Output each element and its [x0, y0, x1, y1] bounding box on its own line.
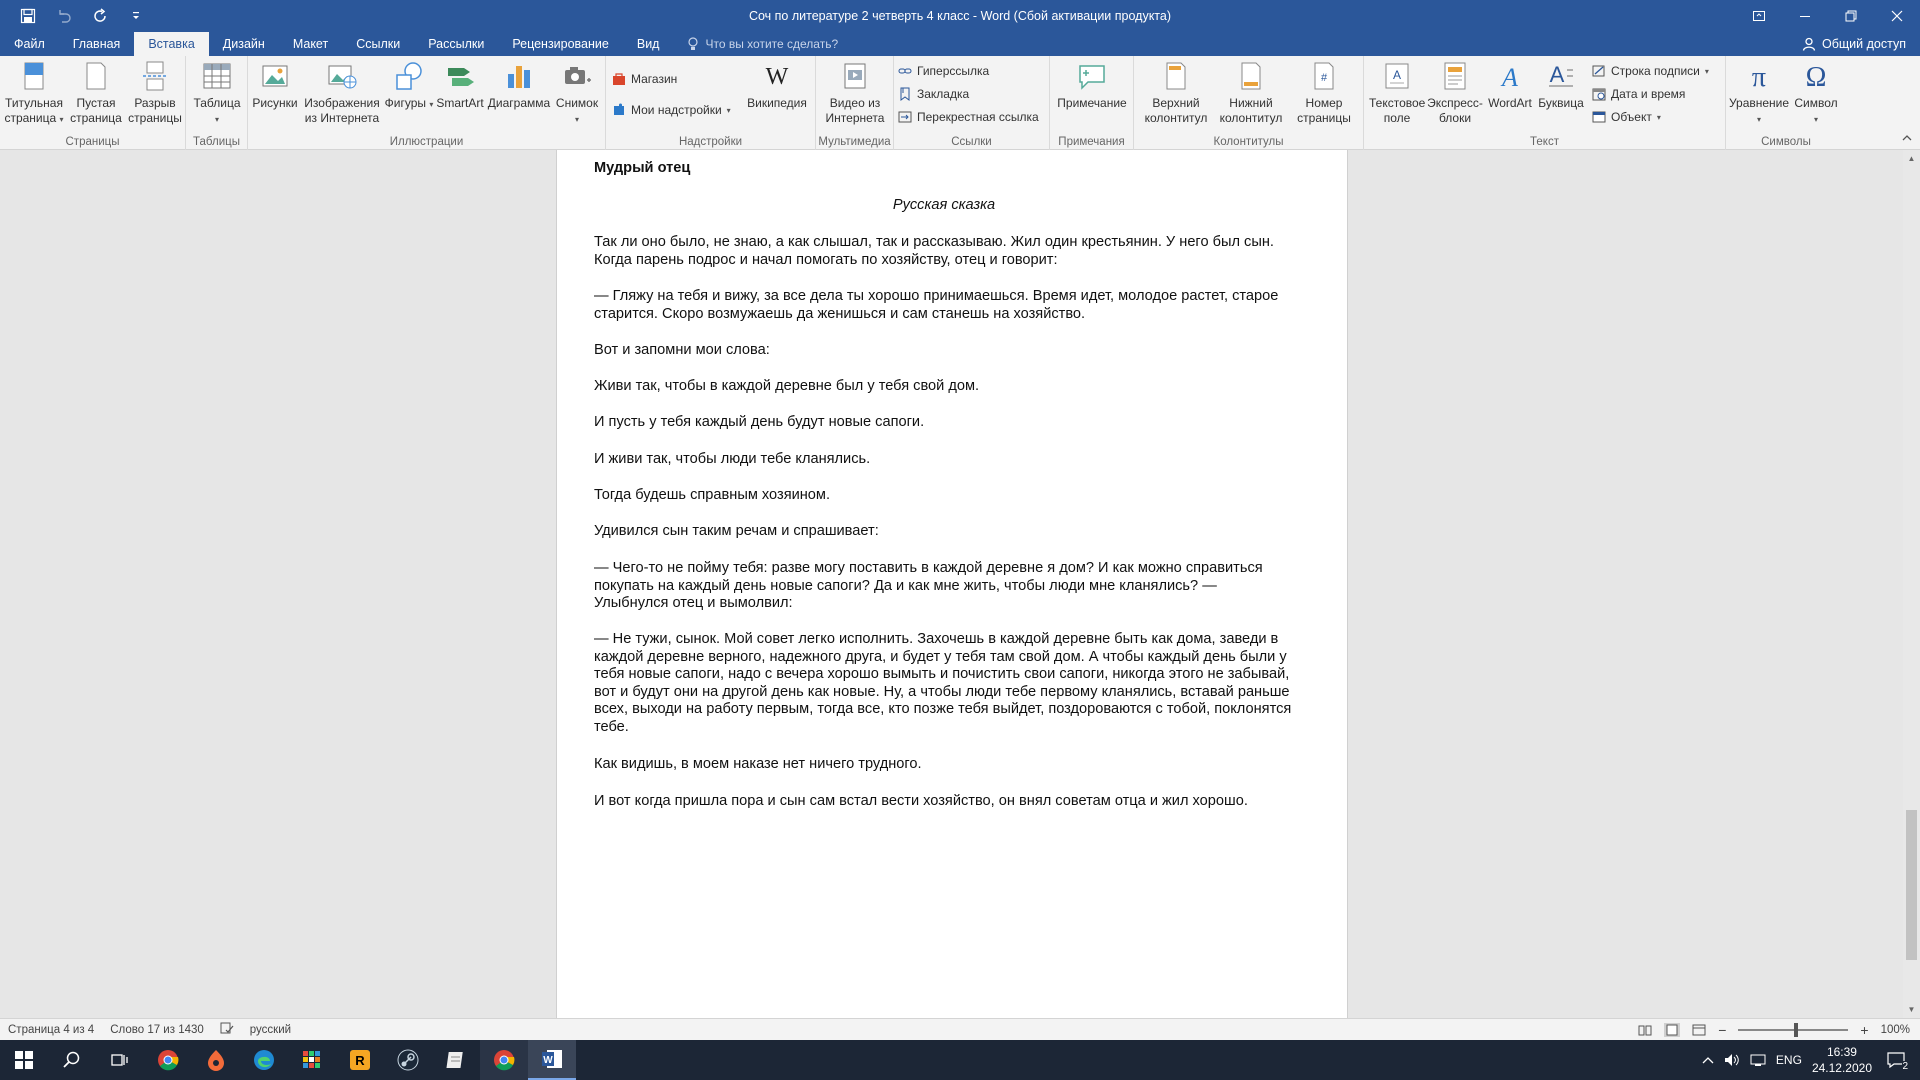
- chrome-icon: [157, 1049, 179, 1071]
- ribbon-tabs: [0, 32, 1920, 56]
- story-subtitle: Русская сказка: [892, 197, 996, 213]
- shapes-icon: [393, 60, 425, 92]
- header-label: Верхний колонтитул: [1144, 96, 1208, 125]
- paragraph: — Гляжу на тебя и вижу, за все дела ты хорошо принимаешься. Время идет, молодое растет, старое старится. Скоро возмужаешь да женишься и сам станешь на хозяйство.: [594, 288, 1279, 322]
- volume-icon[interactable]: [1724, 1053, 1740, 1067]
- window-controls: [1736, 0, 1920, 32]
- online-pictures-label: Изображения из Интернета: [304, 96, 380, 125]
- chevron-up-icon[interactable]: [1702, 1056, 1714, 1064]
- online-pictures-button[interactable]: [302, 60, 382, 126]
- taskbar-app-rockstar[interactable]: [336, 1040, 384, 1080]
- footer-label: Нижний колонтитул: [1219, 96, 1283, 125]
- group-media: [816, 56, 894, 150]
- tab-view[interactable]: Вид: [636, 37, 660, 51]
- wordart-button[interactable]: [1484, 60, 1536, 111]
- taskbar-app-cube[interactable]: [288, 1040, 336, 1080]
- web-layout-icon[interactable]: [1692, 1024, 1706, 1036]
- status-right: [1638, 1019, 1910, 1041]
- tab-design[interactable]: Дизайн: [222, 37, 265, 51]
- repeat-icon: [92, 8, 108, 24]
- hyperlink-label: Гиперссылка: [917, 64, 990, 78]
- document-area: [0, 150, 1920, 1018]
- date-time-label: Дата и время: [1611, 87, 1686, 101]
- group-addins: [606, 56, 816, 150]
- my-addins-button[interactable]: Мои надстройки ▾: [612, 100, 731, 120]
- wordart-icon: [1494, 60, 1526, 92]
- svg-text:π: π: [1751, 62, 1767, 92]
- signature-icon: [1592, 64, 1606, 78]
- paragraph: Удивился сын таким речам и спрашивает:: [594, 523, 879, 539]
- store-button[interactable]: [612, 69, 677, 89]
- paragraph: Живи так, чтобы в каждой деревне был у тебя свой дом.: [594, 378, 980, 394]
- paragraph: Вот и запомни мои слова:: [594, 342, 770, 358]
- textbox-label: Текстовое поле: [1369, 96, 1426, 125]
- cover-page-label: Титульная страница: [4, 96, 63, 125]
- group-header-footer-label: Колонтитулы: [1213, 136, 1284, 148]
- online-picture-icon: [326, 60, 358, 92]
- smartart-label: SmartArt: [436, 96, 484, 110]
- scroll-thumb[interactable]: [1906, 810, 1917, 960]
- paragraph: — Чего-то не пойму тебя: разве могу поставить в каждой деревне я дом? И как можно справиться покупать на каждый день новые сапоги? Да и как мне жить, чтобы люди мне кланялись? — Улыбнулся отец и вымолвил:: [594, 560, 1263, 611]
- taskbar-app-chrome-2[interactable]: [480, 1040, 528, 1080]
- vertical-scrollbar[interactable]: [1903, 150, 1920, 1018]
- video-icon: [839, 60, 871, 92]
- online-video-button[interactable]: [820, 60, 890, 126]
- rockstar-icon: [349, 1049, 371, 1071]
- start-button[interactable]: [0, 1040, 48, 1080]
- cube-icon: [302, 1050, 322, 1070]
- input-language[interactable]: ENG: [1775, 1053, 1802, 1067]
- search-icon: [63, 1051, 81, 1069]
- wikipedia-icon: [761, 60, 793, 92]
- story-title: Мудрый отец: [594, 160, 691, 176]
- omega-icon: [1800, 60, 1832, 92]
- group-comments-label: Примечания: [1058, 136, 1125, 148]
- taskbar-app-edge[interactable]: [240, 1040, 288, 1080]
- word-icon: [541, 1048, 563, 1070]
- taskbar-app-steam[interactable]: [384, 1040, 432, 1080]
- read-mode-icon[interactable]: [1638, 1024, 1652, 1036]
- paragraph: И живи так, чтобы люди тебе кланялись.: [594, 451, 871, 467]
- shapes-button[interactable]: Фигуры ▾: [384, 60, 434, 112]
- group-comments: [1050, 56, 1134, 150]
- close-button[interactable]: [1874, 0, 1920, 32]
- cross-reference-icon: [898, 110, 912, 124]
- task-view-button[interactable]: [96, 1040, 144, 1080]
- link-icon: [898, 64, 912, 78]
- svg-text:R: R: [355, 1053, 365, 1068]
- paragraph: — Не тужи, сынок. Мой совет легко исполнить. Захочешь в каждой деревне быть как дома, заведи в каждой деревне верного, надежного друга, и будет у тебя там свой дом. А чтобы каждый день были у тебя новые сапоги, надо с вечера хорошо вымыть и почистить свои сапоги, никогда этого не забывай, вот и будут они на другой день как новые. Ну, а чтобы люди тебе первому кланялись, вставай раньше всех, выходи на работу первым, тогда все, кто позже тебя выйдет, поздороваются с тобой, поклонятся тебе.: [594, 631, 1292, 735]
- steam-icon: [397, 1049, 419, 1071]
- footer-icon: [1235, 60, 1267, 92]
- chevron-down-icon: [128, 8, 144, 24]
- group-links-label: Ссылки: [951, 136, 992, 148]
- network-icon[interactable]: [1750, 1053, 1766, 1067]
- quick-parts-button[interactable]: [1426, 60, 1484, 126]
- share-label: Общий доступ: [1822, 37, 1906, 51]
- word-count[interactable]: Слово 17 из 1430: [110, 1023, 204, 1036]
- object-label: Объект: [1611, 110, 1652, 124]
- tell-me-placeholder: Что вы хотите сделать?: [705, 37, 839, 51]
- smartart-button[interactable]: [434, 60, 486, 111]
- restore-button[interactable]: [1828, 0, 1874, 32]
- zoom-slider-thumb[interactable]: [1794, 1023, 1798, 1037]
- symbol-label: Символ: [1794, 96, 1838, 110]
- group-header-footer: [1134, 56, 1364, 150]
- my-addins-label: Мои надстройки: [631, 103, 722, 117]
- drop-cap-button[interactable]: [1536, 60, 1586, 111]
- clock-time: 16:39: [1826, 1045, 1857, 1059]
- cover-page-button[interactable]: Титульная страница ▾: [2, 60, 66, 127]
- group-pages: [0, 56, 186, 150]
- taskbar-app-orange[interactable]: [192, 1040, 240, 1080]
- chrome-icon: [493, 1049, 515, 1071]
- screenshot-label: Снимок: [555, 96, 599, 110]
- equation-label: Уравнение: [1728, 96, 1790, 110]
- status-bar: [0, 1018, 1920, 1040]
- textbox-button[interactable]: [1368, 60, 1426, 126]
- group-illustrations-label: Иллюстрации: [389, 136, 464, 148]
- chevron-up-icon: [1902, 134, 1912, 142]
- tab-references[interactable]: Ссылки: [356, 37, 401, 51]
- system-tray: [1702, 1040, 1920, 1080]
- clock-date: 24.12.2020: [1811, 1061, 1872, 1075]
- zoom-out-button[interactable]: −: [1718, 1022, 1727, 1038]
- lightbulb-icon: [687, 37, 699, 51]
- page-number-label: Номер страницы: [1297, 96, 1351, 125]
- wikipedia-button[interactable]: [742, 60, 812, 111]
- tab-review[interactable]: Рецензирование: [512, 37, 609, 51]
- notes-icon: [446, 1050, 466, 1070]
- drop-cap-label: Буквица: [1538, 96, 1584, 110]
- date-time-button[interactable]: [1592, 84, 1685, 104]
- group-text: [1364, 56, 1726, 150]
- ribbon-display-options-button[interactable]: [1736, 0, 1782, 32]
- addins-icon: [612, 103, 626, 117]
- cross-reference-button[interactable]: [898, 107, 1039, 127]
- header-button[interactable]: [1138, 60, 1214, 126]
- tab-home[interactable]: Главная: [72, 37, 121, 51]
- chart-label: Диаграмма: [487, 96, 551, 110]
- person-icon: [1802, 37, 1816, 51]
- pictures-button[interactable]: [252, 60, 298, 111]
- group-pages-label: Страницы: [65, 136, 120, 148]
- print-layout-icon[interactable]: [1664, 1023, 1680, 1037]
- symbol-button[interactable]: Ω Символ ▾: [1794, 62, 1838, 124]
- table-button[interactable]: Таблица ▾: [190, 60, 244, 127]
- blank-page-button[interactable]: [68, 60, 124, 126]
- blank-page-icon: [80, 60, 112, 92]
- store-label: Магазин: [631, 72, 678, 86]
- tab-layout[interactable]: Макет: [292, 37, 329, 51]
- blank-page-label: Пустая страница: [70, 96, 122, 125]
- notifications-button[interactable]: [1882, 1048, 1910, 1072]
- clock[interactable]: [1812, 1044, 1872, 1076]
- page-count[interactable]: Страница 4 из 4: [8, 1023, 95, 1036]
- bookmark-label: Закладка: [917, 87, 970, 101]
- svg-text:Ω: Ω: [1805, 62, 1827, 92]
- group-symbols-label: Символы: [1761, 136, 1811, 148]
- zoom-level[interactable]: 100%: [1880, 1024, 1910, 1036]
- tab-insert[interactable]: Вставка: [134, 32, 208, 56]
- undo-icon: [56, 8, 72, 24]
- language-indicator[interactable]: русский: [249, 1023, 292, 1036]
- page-break-button[interactable]: [126, 60, 184, 126]
- comment-icon: [1076, 60, 1108, 92]
- window-title: Соч по литературе 2 четверть 4 класс - Word (Сбой активации продукта): [748, 9, 1172, 23]
- customize-qat-button[interactable]: [118, 0, 154, 32]
- pi-icon: [1743, 60, 1775, 92]
- zoom-slider[interactable]: [1738, 1029, 1848, 1031]
- page-break-icon: [139, 60, 171, 92]
- ribbon-insert: [0, 56, 1920, 150]
- smartart-icon: [444, 60, 476, 92]
- signature-line-label: Строка подписи: [1611, 64, 1700, 78]
- proofing-icon[interactable]: [212, 1022, 242, 1037]
- windows-taskbar: [0, 1040, 1920, 1080]
- pictures-label: Рисунки: [252, 96, 298, 110]
- picture-icon: [259, 60, 291, 92]
- svg-text:A: A: [1549, 62, 1565, 87]
- tell-me-search[interactable]: [673, 32, 838, 56]
- store-icon: [612, 72, 626, 86]
- group-addins-label: Надстройки: [678, 136, 743, 148]
- svg-text:W: W: [543, 1055, 553, 1066]
- svg-text:A: A: [1502, 63, 1518, 92]
- undo-button[interactable]: [46, 0, 82, 32]
- drop-cap-icon: [1545, 60, 1577, 92]
- calendar-icon: [1592, 87, 1606, 101]
- chart-button[interactable]: [486, 60, 552, 111]
- group-media-label: Мультимедиа: [818, 136, 891, 148]
- redo-button[interactable]: [82, 0, 118, 32]
- close-icon: [1891, 10, 1903, 22]
- collapse-ribbon-button[interactable]: [1902, 134, 1912, 145]
- ribbon-display-icon: [1753, 10, 1765, 22]
- quick-access-toolbar: [0, 0, 154, 32]
- object-icon: [1592, 110, 1606, 124]
- svg-text:#: #: [1320, 72, 1328, 84]
- notification-count: 2: [1902, 1061, 1908, 1072]
- paragraph: Тогда будешь справным хозяином.: [594, 487, 831, 503]
- paragraph: Так ли оно было, не знаю, а как слышал, так и рассказываю. Жил один крестьянин. У него был сын. Когда парень подрос и начал помогать по хозяйству, отец и говорит:: [594, 234, 1274, 268]
- edge-icon: [253, 1049, 275, 1071]
- comment-button[interactable]: [1054, 60, 1130, 111]
- footer-button[interactable]: [1214, 60, 1288, 126]
- camera-icon: [561, 60, 593, 92]
- page-break-label: Разрыв страницы: [128, 96, 182, 125]
- equation-button[interactable]: π Уравнение ▾: [1728, 62, 1790, 124]
- paragraph: И пусть у тебя каждый день будут новые сапоги.: [594, 414, 925, 430]
- table-label: Таблица: [193, 96, 241, 110]
- app-icon: [206, 1049, 226, 1071]
- online-video-label: Видео из Интернета: [825, 96, 885, 125]
- zoom-in-button[interactable]: +: [1860, 1022, 1869, 1038]
- group-illustrations: [248, 56, 606, 150]
- group-tables-label: Таблицы: [193, 136, 240, 148]
- cover-page-icon: [18, 60, 50, 92]
- object-button[interactable]: Объект ▾: [1592, 107, 1661, 127]
- restore-icon: [1845, 10, 1857, 22]
- taskbar-app-chrome[interactable]: [144, 1040, 192, 1080]
- wikipedia-label: Википедия: [747, 96, 807, 110]
- paragraph: Как видишь, в моем наказе нет ничего трудного.: [594, 756, 922, 772]
- windows-icon: [15, 1051, 33, 1069]
- page-number-button[interactable]: [1288, 60, 1360, 126]
- document-page[interactable]: [556, 150, 1348, 1018]
- hyperlink-button[interactable]: [898, 61, 989, 81]
- svg-text:A: A: [1392, 68, 1402, 82]
- task-view-icon: [111, 1052, 129, 1068]
- tab-file[interactable]: Файл: [14, 37, 45, 51]
- tab-mailings[interactable]: Рассылки: [428, 37, 485, 51]
- group-tables: [186, 56, 248, 150]
- minimize-icon: [1799, 10, 1811, 22]
- quick-parts-icon: [1439, 60, 1471, 92]
- scroll-up-arrow[interactable]: ▲: [1907, 154, 1916, 163]
- shapes-label: Фигуры: [384, 96, 426, 110]
- wordart-label: WordArt: [1488, 96, 1532, 110]
- bookmark-button[interactable]: [898, 84, 969, 104]
- table-icon: [201, 60, 233, 92]
- search-button[interactable]: [48, 1040, 96, 1080]
- title-bar: [0, 0, 1920, 32]
- cross-reference-label: Перекрестная ссылка: [917, 110, 1039, 124]
- header-icon: [1160, 60, 1192, 92]
- minimize-button[interactable]: [1782, 0, 1828, 32]
- group-symbols: [1726, 56, 1846, 150]
- save-icon: [20, 8, 36, 24]
- paragraph: И вот когда пришла пора и сын сам встал вести хозяйство, он внял советам отца и жил хорошо.: [594, 793, 1248, 809]
- textbox-icon: [1381, 60, 1413, 92]
- signature-line-button[interactable]: Строка подписи ▾: [1592, 61, 1709, 81]
- taskbar-app-word[interactable]: [528, 1040, 576, 1080]
- svg-text:W: W: [765, 64, 789, 90]
- bookmark-icon: [898, 87, 912, 101]
- chart-icon: [503, 60, 535, 92]
- share-button[interactable]: [1802, 32, 1906, 56]
- page-number-icon: [1308, 60, 1340, 92]
- group-text-label: Текст: [1530, 136, 1559, 148]
- group-links: [894, 56, 1050, 150]
- taskbar-app-notes[interactable]: [432, 1040, 480, 1080]
- scroll-down-arrow[interactable]: ▼: [1907, 1005, 1916, 1014]
- save-button[interactable]: [10, 0, 46, 32]
- comment-label: Примечание: [1057, 96, 1127, 110]
- quick-parts-label: Экспресс-блоки: [1427, 96, 1483, 125]
- screenshot-button[interactable]: Снимок ▾: [552, 60, 602, 127]
